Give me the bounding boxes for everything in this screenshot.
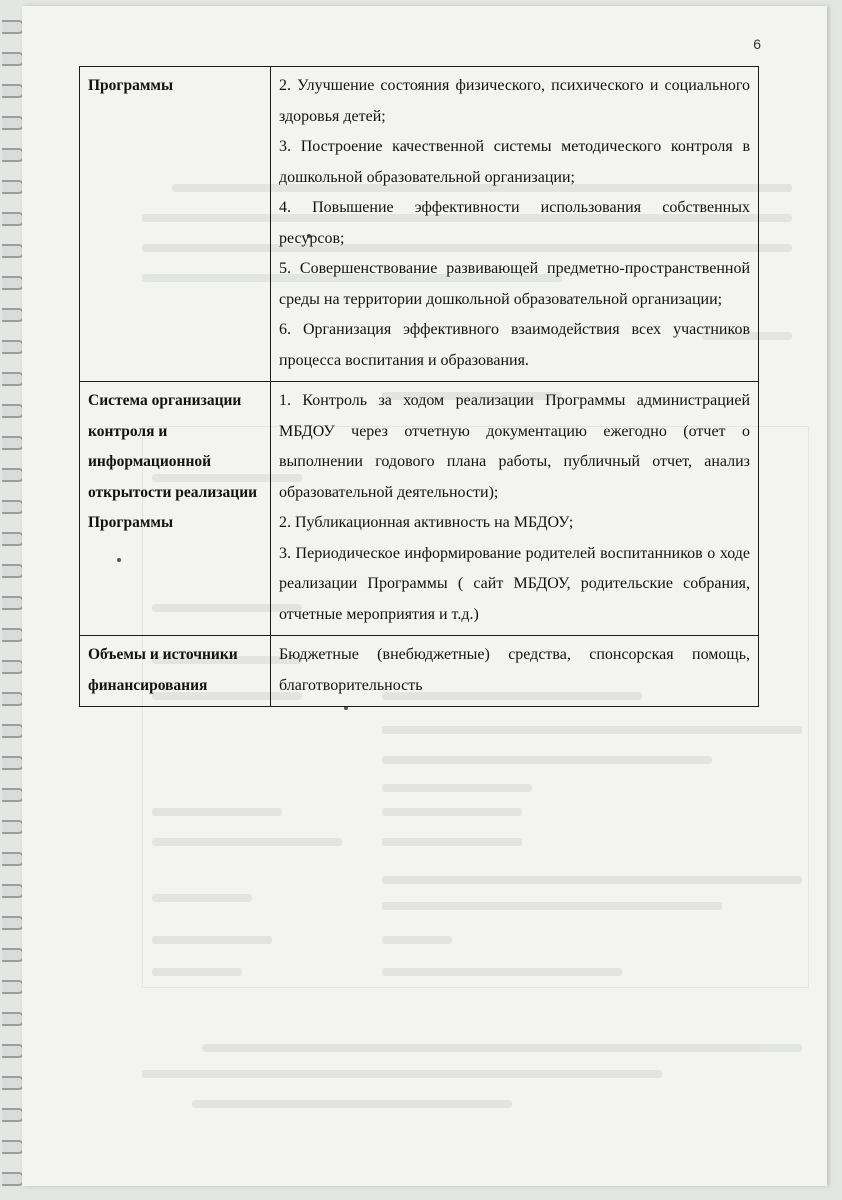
- row-label-control-system: Система организации контроля и информационной открытости реализации Программы: [80, 382, 271, 636]
- row-content-programs: [271, 67, 759, 382]
- list-item: 6. Организация эффективного взаимодействия всех участников процесса воспитания и образования.: [279, 321, 750, 369]
- table-row: [80, 382, 759, 636]
- program-passport-table: [79, 66, 759, 707]
- row-label-funding: Объемы и источники финансирования: [80, 636, 271, 707]
- list-item: 2. Публикационная активность на МБДОУ;: [279, 514, 574, 531]
- list-item: 3. Построение качественной системы методического контроля в дошкольной образовательной организации;: [279, 138, 750, 186]
- page-number: 6: [753, 36, 761, 52]
- list-item: Бюджетные (внебюджетные) средства, спонсорская помощь, благотворительность: [279, 646, 750, 694]
- list-item: 3. Периодическое информирование родителей воспитанников о ходе реализации Программы ( сайт МБДОУ, родительские собрания, отчетные мероприятия и т.д.): [279, 544, 750, 623]
- list-item: 5. Совершенствование развивающей предметно-пространственной среды на территории дошкольной образовательной организации;: [279, 260, 750, 308]
- row-content-control-system: [271, 382, 759, 636]
- row-content-funding: [271, 636, 759, 707]
- table-row: [80, 67, 759, 382]
- list-item: 1. Контроль за ходом реализации Программы администрацией МБДОУ через отчетную документацию ежегодно (отчет о выполнении годового плана работы, публичный отчет, анализ образовательной деятельности);: [279, 392, 750, 501]
- list-item: 2. Улучшение состояния физического, психического и социального здоровья детей;: [279, 77, 750, 125]
- table-row: [80, 636, 759, 707]
- row-label-programs: Программы: [80, 67, 271, 382]
- list-item: 4. Повышение эффективности использования собственных ресурсов;: [279, 199, 750, 247]
